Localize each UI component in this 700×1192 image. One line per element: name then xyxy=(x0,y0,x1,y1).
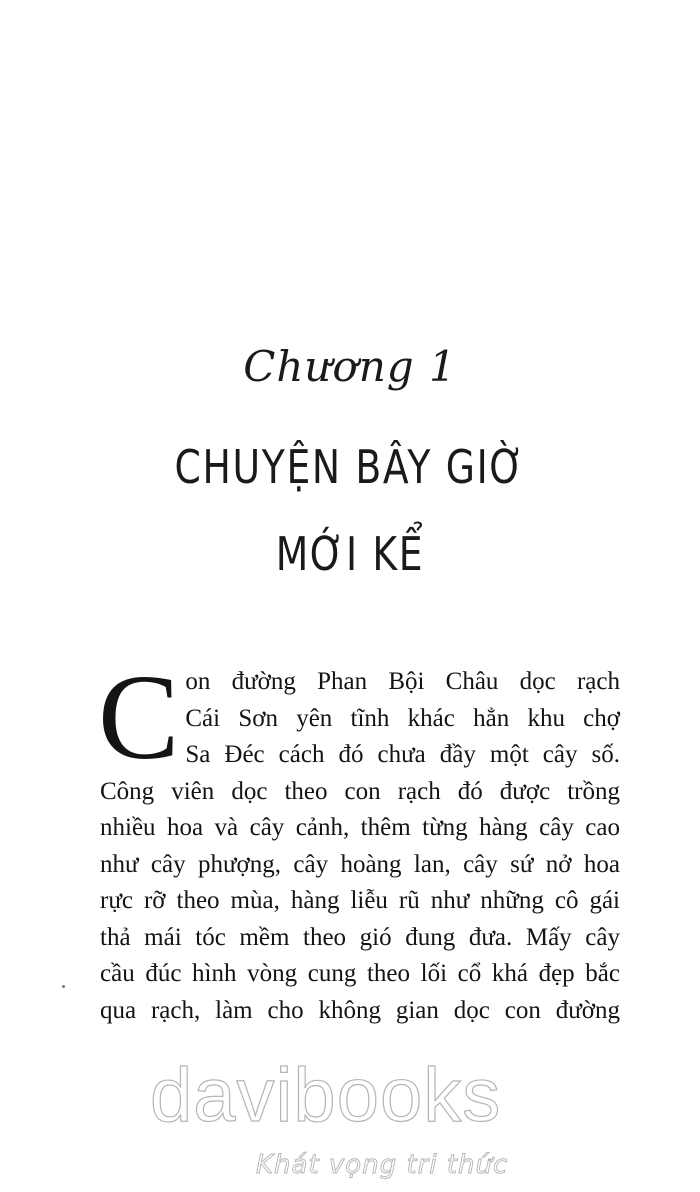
body-line: qua rạch, làm cho không gian dọc con đường xyxy=(100,996,620,1024)
watermark-tagline: Khát vọng tri thức xyxy=(256,1150,509,1180)
drop-cap: C xyxy=(98,650,180,785)
body-line: rực rỡ theo mùa, hàng liễu rũ như những cô gái xyxy=(100,887,620,914)
body-line: thả mái tóc mềm theo gió đung đưa. Mấy cây xyxy=(100,923,620,951)
body-line: như cây phượng, cây hoàng lan, cây sứ nở hoa xyxy=(100,850,620,878)
chapter-title-line-1: CHUYỆN BÂY GIỜ xyxy=(174,440,526,494)
watermark-logo: davibooks xyxy=(150,1053,502,1138)
print-speck xyxy=(62,985,65,988)
body-line: nhiều hoa và cây cảnh, thêm từng hàng cây cao xyxy=(100,814,620,841)
body-line: Sa Đéc cách đó chưa đầy một cây số. xyxy=(185,741,620,768)
body-line: on đường Phan Bội Châu dọc rạch xyxy=(185,668,620,695)
body-line: cầu đúc hình vòng cung theo lối cổ khá đẹp bắc xyxy=(100,960,620,987)
chapter-title-line-2: MỚI KỂ xyxy=(275,527,425,581)
body-line: Cái Sơn yên tĩnh khác hẳn khu chợ xyxy=(185,704,620,732)
chapter-label: Chương 1 xyxy=(243,342,457,391)
body-line: Công viên dọc theo con rạch đó được trồng xyxy=(100,777,620,805)
chapter-body-text xyxy=(98,650,620,1029)
